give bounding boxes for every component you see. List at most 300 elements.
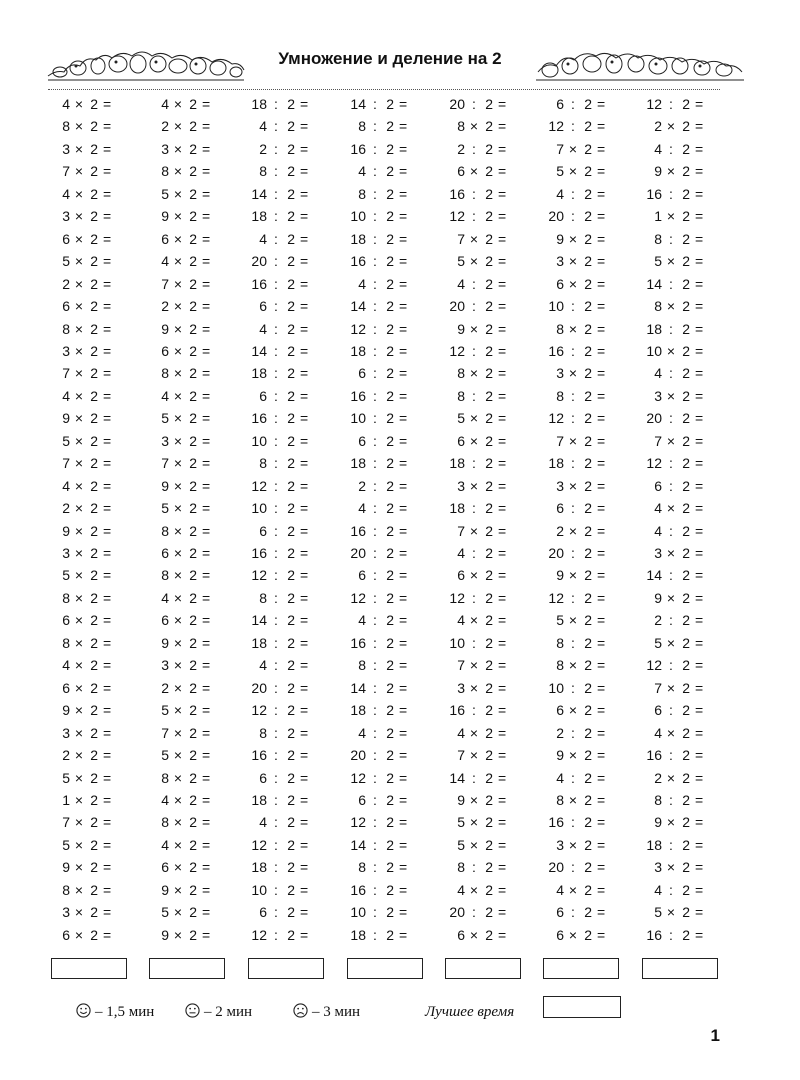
exercise-item <box>342 476 426 496</box>
operator: : <box>373 769 377 786</box>
equals-sign: = <box>597 500 606 517</box>
operand-1: 14 <box>646 567 662 584</box>
operator: : <box>669 836 673 853</box>
operand-1: 5 <box>654 634 662 651</box>
operand-2: 2 <box>287 140 295 157</box>
operand-2: 2 <box>287 926 295 943</box>
equals-sign: = <box>300 836 309 853</box>
operand-1: 9 <box>654 589 662 606</box>
exercise-item <box>243 835 327 855</box>
operand-2: 2 <box>90 298 98 315</box>
exercise-item <box>243 768 327 788</box>
operator: : <box>373 926 377 943</box>
exercise-item <box>145 184 229 204</box>
exercise-item <box>342 116 426 136</box>
operand-2: 2 <box>485 814 493 831</box>
equals-sign: = <box>498 859 507 876</box>
equals-sign: = <box>202 881 211 898</box>
header-divider <box>48 89 720 90</box>
exercise-item <box>46 745 130 765</box>
exercise-item <box>46 812 130 832</box>
exercise-item <box>638 588 722 608</box>
exercise-item <box>342 521 426 541</box>
operand-1: 6 <box>259 387 267 404</box>
equals-sign: = <box>103 634 112 651</box>
operand-1: 6 <box>457 432 465 449</box>
exercise-item <box>638 565 722 585</box>
equals-sign: = <box>498 769 507 786</box>
operand-2: 2 <box>485 612 493 629</box>
operator: × <box>568 702 578 719</box>
operand-2: 2 <box>386 634 394 651</box>
operator: × <box>469 814 479 831</box>
operator: × <box>74 747 84 764</box>
equals-sign: = <box>498 881 507 898</box>
operator: : <box>274 118 278 135</box>
equals-sign: = <box>103 298 112 315</box>
equals-sign: = <box>399 455 408 472</box>
operand-1: 2 <box>62 275 70 292</box>
operand-2: 2 <box>386 230 394 247</box>
equals-sign: = <box>399 926 408 943</box>
operator: : <box>373 657 377 674</box>
best-time-box[interactable] <box>543 996 621 1018</box>
operand-2: 2 <box>386 118 394 135</box>
operand-1: 5 <box>457 410 465 427</box>
operator: : <box>274 702 278 719</box>
operand-2: 2 <box>485 118 493 135</box>
operand-2: 2 <box>386 814 394 831</box>
operand-2: 2 <box>189 657 197 674</box>
column-time-box[interactable] <box>248 958 324 979</box>
exercise-item <box>46 139 130 159</box>
equals-sign: = <box>300 432 309 449</box>
exercise-item <box>243 723 327 743</box>
equals-sign: = <box>300 410 309 427</box>
exercise-item <box>540 386 624 406</box>
exercise-item <box>638 902 722 922</box>
operator: : <box>669 96 673 112</box>
exercise-item <box>638 498 722 518</box>
column-time-box[interactable] <box>347 958 423 979</box>
puppies-border-left-icon <box>46 42 246 82</box>
exercise-item <box>638 633 722 653</box>
operand-2: 2 <box>90 185 98 202</box>
operand-2: 2 <box>90 432 98 449</box>
equals-sign: = <box>695 522 704 539</box>
exercise-item <box>638 476 722 496</box>
operand-1: 8 <box>556 657 564 674</box>
exercise-item <box>145 341 229 361</box>
operator: : <box>274 208 278 225</box>
exercise-item <box>342 835 426 855</box>
equals-sign: = <box>103 96 112 112</box>
equals-sign: = <box>695 432 704 449</box>
operator: × <box>469 320 479 337</box>
equals-sign: = <box>695 163 704 180</box>
operand-1: 18 <box>251 859 267 876</box>
exercise-item <box>441 161 525 181</box>
operand-1: 6 <box>556 702 564 719</box>
exercise-item <box>243 476 327 496</box>
operator: × <box>469 432 479 449</box>
operator: : <box>571 679 575 696</box>
exercise-item <box>638 723 722 743</box>
operator: × <box>74 298 84 315</box>
operand-1: 6 <box>556 96 564 112</box>
exercise-item <box>145 206 229 226</box>
operator: : <box>373 881 377 898</box>
operand-2: 2 <box>386 410 394 427</box>
operand-2: 2 <box>584 140 592 157</box>
exercise-item <box>145 251 229 271</box>
operator: : <box>571 410 575 427</box>
operand-1: 12 <box>251 926 267 943</box>
exercise-item <box>46 768 130 788</box>
operand-1: 16 <box>548 814 564 831</box>
equals-sign: = <box>498 342 507 359</box>
operator: : <box>669 140 673 157</box>
operand-1: 4 <box>654 724 662 741</box>
operator: : <box>571 904 575 921</box>
operator: × <box>666 904 676 921</box>
operand-2: 2 <box>90 208 98 225</box>
operand-2: 2 <box>584 320 592 337</box>
exercise-item <box>441 116 525 136</box>
exercise-item <box>46 296 130 316</box>
operand-1: 10 <box>251 500 267 517</box>
operator: × <box>568 657 578 674</box>
operator: × <box>74 163 84 180</box>
equals-sign: = <box>399 342 408 359</box>
operand-2: 2 <box>682 881 690 898</box>
exercise-item <box>441 835 525 855</box>
operator: × <box>74 230 84 247</box>
operator: : <box>472 298 476 315</box>
equals-sign: = <box>399 702 408 719</box>
operator: × <box>666 163 676 180</box>
equals-sign: = <box>695 634 704 651</box>
operand-2: 2 <box>386 455 394 472</box>
operand-2: 2 <box>90 230 98 247</box>
operand-1: 8 <box>358 859 366 876</box>
exercise-item <box>145 453 229 473</box>
exercise-item <box>342 453 426 473</box>
operand-2: 2 <box>287 567 295 584</box>
operator: : <box>274 814 278 831</box>
operand-2: 2 <box>584 298 592 315</box>
operand-2: 2 <box>287 724 295 741</box>
equals-sign: = <box>202 859 211 876</box>
column-time-box[interactable] <box>642 958 718 979</box>
operator: : <box>274 769 278 786</box>
operand-2: 2 <box>682 185 690 202</box>
operand-2: 2 <box>584 410 592 427</box>
equals-sign: = <box>498 387 507 404</box>
exercise-item <box>638 341 722 361</box>
exercise-item <box>638 700 722 720</box>
operand-1: 9 <box>161 477 169 494</box>
operand-1: 8 <box>62 320 70 337</box>
operand-1: 4 <box>161 387 169 404</box>
operand-2: 2 <box>485 926 493 943</box>
operand-1: 5 <box>457 253 465 270</box>
operator: × <box>666 208 676 225</box>
operator: × <box>173 926 183 943</box>
exercise-item <box>638 274 722 294</box>
operand-1: 6 <box>259 904 267 921</box>
equals-sign: = <box>202 657 211 674</box>
operand-1: 8 <box>62 589 70 606</box>
equals-sign: = <box>498 926 507 943</box>
operator: × <box>568 926 578 943</box>
exercise-item <box>46 655 130 675</box>
operand-2: 2 <box>287 118 295 135</box>
operand-1: 4 <box>457 612 465 629</box>
operator: × <box>74 859 84 876</box>
operand-1: 5 <box>62 769 70 786</box>
operand-1: 6 <box>457 926 465 943</box>
operand-1: 2 <box>161 118 169 135</box>
operator: × <box>74 320 84 337</box>
operator: : <box>669 455 673 472</box>
equals-sign: = <box>597 275 606 292</box>
exercise-item <box>342 139 426 159</box>
exercise-item <box>46 408 130 428</box>
equals-sign: = <box>103 410 112 427</box>
exercise-item <box>342 925 426 945</box>
equals-sign: = <box>202 522 211 539</box>
operand-1: 8 <box>457 387 465 404</box>
operand-2: 2 <box>682 298 690 315</box>
equals-sign: = <box>695 275 704 292</box>
operator: : <box>274 926 278 943</box>
operand-1: 8 <box>457 365 465 382</box>
operand-2: 2 <box>287 769 295 786</box>
exercise-item <box>145 700 229 720</box>
equals-sign: = <box>695 904 704 921</box>
operator: × <box>568 791 578 808</box>
operator: × <box>568 567 578 584</box>
exercise-item <box>46 476 130 496</box>
operand-1: 20 <box>646 410 662 427</box>
operand-2: 2 <box>485 724 493 741</box>
operand-1: 7 <box>457 747 465 764</box>
exercise-item <box>46 229 130 249</box>
equals-sign: = <box>399 612 408 629</box>
equals-sign: = <box>202 769 211 786</box>
equals-sign: = <box>695 859 704 876</box>
exercise-item <box>145 925 229 945</box>
exercise-item <box>342 319 426 339</box>
column-time-box[interactable] <box>149 958 225 979</box>
operator: × <box>74 881 84 898</box>
operand-2: 2 <box>189 275 197 292</box>
operand-1: 16 <box>350 253 366 270</box>
operand-2: 2 <box>584 702 592 719</box>
operator: : <box>472 455 476 472</box>
operand-2: 2 <box>584 904 592 921</box>
column-time-box[interactable] <box>543 958 619 979</box>
operand-2: 2 <box>386 724 394 741</box>
column-time-box[interactable] <box>445 958 521 979</box>
operand-1: 7 <box>457 657 465 674</box>
equals-sign: = <box>498 298 507 315</box>
operand-1: 5 <box>556 163 564 180</box>
equals-sign: = <box>399 836 408 853</box>
exercise-item <box>46 341 130 361</box>
equals-sign: = <box>202 747 211 764</box>
operand-1: 12 <box>548 118 564 135</box>
operand-1: 4 <box>161 589 169 606</box>
operator: × <box>173 814 183 831</box>
exercise-item <box>145 408 229 428</box>
operand-2: 2 <box>287 185 295 202</box>
operator: × <box>469 657 479 674</box>
equals-sign: = <box>103 208 112 225</box>
operator: : <box>373 612 377 629</box>
operand-1: 18 <box>449 500 465 517</box>
exercise-item <box>342 655 426 675</box>
exercise-item <box>145 161 229 181</box>
operand-1: 4 <box>654 522 662 539</box>
operand-2: 2 <box>90 814 98 831</box>
operand-1: 10 <box>646 342 662 359</box>
equals-sign: = <box>597 679 606 696</box>
exercise-item <box>441 251 525 271</box>
equals-sign: = <box>103 836 112 853</box>
exercise-item <box>243 229 327 249</box>
operand-1: 7 <box>62 365 70 382</box>
operator: × <box>469 118 479 135</box>
operator: × <box>173 612 183 629</box>
operand-2: 2 <box>485 477 493 494</box>
operand-2: 2 <box>584 500 592 517</box>
operand-2: 2 <box>189 298 197 315</box>
operand-1: 4 <box>259 320 267 337</box>
equals-sign: = <box>300 657 309 674</box>
equals-sign: = <box>498 522 507 539</box>
equals-sign: = <box>597 724 606 741</box>
operand-2: 2 <box>287 96 295 112</box>
exercise-item <box>342 723 426 743</box>
operand-1: 7 <box>62 163 70 180</box>
operator: : <box>669 567 673 584</box>
operator: × <box>74 365 84 382</box>
operand-1: 8 <box>556 634 564 651</box>
exercise-item <box>342 700 426 720</box>
equals-sign: = <box>695 589 704 606</box>
operand-2: 2 <box>682 320 690 337</box>
operand-1: 7 <box>457 522 465 539</box>
operand-1: 1 <box>654 208 662 225</box>
operand-2: 2 <box>584 230 592 247</box>
operand-2: 2 <box>189 747 197 764</box>
equals-sign: = <box>695 545 704 561</box>
puppies-border-right-icon <box>534 42 746 82</box>
equals-sign: = <box>103 477 112 494</box>
equals-sign: = <box>695 567 704 584</box>
operator: : <box>373 230 377 247</box>
operand-2: 2 <box>287 904 295 921</box>
equals-sign: = <box>399 567 408 584</box>
operand-1: 20 <box>449 904 465 921</box>
operand-1: 4 <box>556 881 564 898</box>
operator: × <box>666 545 676 561</box>
exercise-item <box>540 835 624 855</box>
equals-sign: = <box>202 140 211 157</box>
operand-1: 5 <box>457 836 465 853</box>
operator: × <box>568 275 578 292</box>
operand-1: 3 <box>654 387 662 404</box>
operand-1: 4 <box>556 769 564 786</box>
operator: : <box>274 904 278 921</box>
equals-sign: = <box>399 208 408 225</box>
operand-1: 6 <box>161 859 169 876</box>
operand-1: 18 <box>350 230 366 247</box>
equals-sign: = <box>597 365 606 382</box>
operand-2: 2 <box>287 253 295 270</box>
operator: × <box>74 657 84 674</box>
exercise-item <box>540 880 624 900</box>
operand-1: 4 <box>259 118 267 135</box>
equals-sign: = <box>597 904 606 921</box>
equals-sign: = <box>103 387 112 404</box>
operator: × <box>173 163 183 180</box>
operand-1: 14 <box>350 298 366 315</box>
operator: : <box>274 387 278 404</box>
operand-2: 2 <box>90 387 98 404</box>
equals-sign: = <box>202 477 211 494</box>
operand-2: 2 <box>386 320 394 337</box>
operand-1: 5 <box>457 814 465 831</box>
operator: : <box>373 567 377 584</box>
equals-sign: = <box>399 679 408 696</box>
exercise-item <box>46 610 130 630</box>
operand-2: 2 <box>287 455 295 472</box>
operand-1: 12 <box>646 657 662 674</box>
exercise-item <box>441 498 525 518</box>
equals-sign: = <box>498 500 507 517</box>
operator: : <box>373 455 377 472</box>
operand-2: 2 <box>90 836 98 853</box>
exercise-item <box>46 251 130 271</box>
exercise-item <box>441 723 525 743</box>
operand-2: 2 <box>287 679 295 696</box>
operator: : <box>373 679 377 696</box>
operand-2: 2 <box>584 253 592 270</box>
operator: : <box>669 275 673 292</box>
operator: : <box>274 185 278 202</box>
operand-2: 2 <box>584 208 592 225</box>
exercise-item <box>638 655 722 675</box>
equals-sign: = <box>695 185 704 202</box>
operator: × <box>173 634 183 651</box>
exercise-item <box>638 453 722 473</box>
operator: : <box>571 500 575 517</box>
operand-2: 2 <box>189 814 197 831</box>
operand-1: 9 <box>161 634 169 651</box>
operand-2: 2 <box>386 298 394 315</box>
operator: : <box>571 589 575 606</box>
operand-2: 2 <box>90 477 98 494</box>
operand-2: 2 <box>386 522 394 539</box>
column-time-box[interactable] <box>51 958 127 979</box>
operator: : <box>472 702 476 719</box>
operator: : <box>274 859 278 876</box>
operand-1: 7 <box>161 724 169 741</box>
operand-1: 20 <box>548 208 564 225</box>
